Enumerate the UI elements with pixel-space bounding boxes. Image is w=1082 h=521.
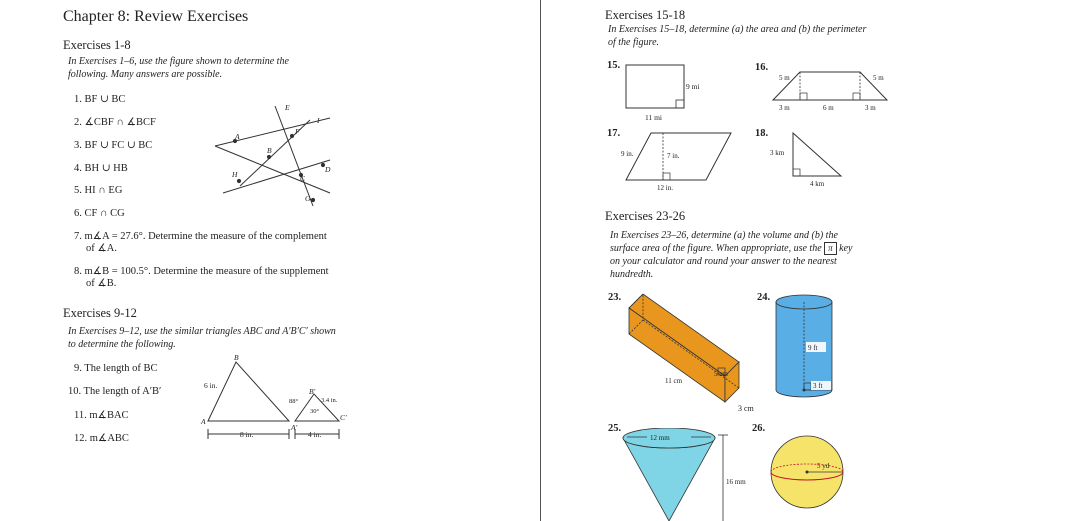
figure-23-prism — [621, 290, 761, 410]
exercise-5: 5. HI ∩ EG — [74, 185, 123, 196]
fig17-base: 12 in. — [657, 184, 673, 192]
fig16-b1: 3 m — [779, 104, 790, 112]
section-heading-1-8: Exercises 1-8 — [63, 38, 131, 52]
section-heading-15-18: Exercises 15-18 — [605, 8, 686, 22]
chapter-title: Chapter 8: Review Exercises — [63, 8, 249, 25]
similar-triangles-figure — [196, 350, 356, 445]
left-page — [0, 0, 538, 521]
tri-angle-88: 88° — [289, 398, 299, 405]
tri-side-left: 6 in. — [204, 381, 218, 390]
exercise-11: 11. m∡BAC — [74, 410, 129, 421]
label-h: H — [232, 170, 238, 179]
label-g: G — [305, 194, 311, 203]
page-divider — [540, 0, 541, 521]
pi-key: π — [824, 242, 837, 255]
exercise-6: 6. CF ∩ CG — [74, 208, 125, 219]
exercise-3: 3. BF ∪ FC ∪ BC — [74, 140, 153, 151]
figure-15-rectangle — [623, 60, 703, 122]
tri-label-a: A — [201, 417, 206, 426]
figure-15-number: 15. — [607, 60, 621, 71]
exercise-9: 9. The length of BC — [74, 363, 158, 374]
fig25-h: 16 mm — [726, 478, 746, 486]
fig18-height: 3 km — [770, 149, 785, 157]
figure-26-number: 26. — [752, 423, 766, 434]
figure-25-number: 25. — [608, 423, 622, 434]
exercise-8-line1: 8. m∡B = 100.5°. Determine the measure of the supplement — [74, 266, 329, 277]
figure-17-parallelogram — [621, 128, 741, 193]
exercise-8-line2: of ∡B. — [86, 278, 117, 289]
figure-25-height-marker — [715, 432, 765, 521]
figure-24-number: 24. — [757, 292, 771, 303]
tri-side-right: 3.4 in. — [321, 397, 338, 404]
tri-angle-30: 30° — [310, 408, 320, 415]
exercise-4: 4. BH ∪ HB — [74, 163, 128, 174]
figure-26-sphere — [769, 434, 849, 514]
figure-16-trapezoid — [765, 66, 893, 116]
instructions-23-26-line2: surface area of the figure. When appropriate, use the π key — [610, 243, 853, 254]
tri-label-b2: B′ — [309, 387, 316, 396]
tri-base2: 4 in. — [308, 430, 322, 439]
figure-18-triangle — [768, 128, 848, 190]
fig23-l2: 5 cm — [714, 370, 728, 378]
tri-base: 8 in. — [240, 430, 254, 439]
section-heading-9-12: Exercises 9-12 — [63, 306, 137, 320]
exercise-2: 2. ∡CBF ∩ ∡BCF — [74, 117, 156, 128]
instructions-23-26-line4: hundredth. — [610, 269, 654, 280]
label-d: D — [325, 165, 331, 174]
section-heading-23-26: Exercises 23-26 — [605, 209, 686, 223]
fig17-side: 9 in. — [621, 150, 634, 158]
label-a: A — [235, 132, 240, 141]
figure-16-number: 16. — [755, 62, 769, 73]
fig17-height: 7 in. — [667, 152, 680, 160]
label-i: I — [317, 116, 320, 125]
fig24-r: 3 ft — [813, 382, 823, 390]
section-instructions-1-8: In Exercises 1–6, use the figure shown to determine the following. Many answers are possible. — [68, 56, 289, 80]
section-instructions-15-18: In Exercises 15–18, determine (a) the area and (b) the perimeter of the figure. — [608, 24, 867, 48]
label-c: C — [300, 174, 306, 183]
fig15-base: 11 mi — [645, 113, 663, 122]
fig26-r: 5 yd — [817, 462, 830, 470]
fig15-side: 9 mi — [686, 82, 700, 91]
exercise-12: 12. m∡ABC — [74, 433, 129, 444]
figure-24-cylinder — [771, 290, 841, 408]
section-instructions-9-12: In Exercises 9–12, use the similar triangles ABC and A′B′C′ shown to determine the following. — [68, 326, 336, 350]
fig18-base: 4 km — [810, 180, 825, 188]
fig16-left: 5 m — [779, 74, 790, 82]
exercise-10: 10. The length of A′B′ — [68, 386, 162, 397]
fig23-l3: 3 cm — [738, 404, 754, 413]
label-e: E — [285, 103, 290, 112]
instructions-23-26-line1: In Exercises 23–26, determine (a) the volume and (b) the — [610, 230, 838, 241]
figure-23-number: 23. — [608, 292, 622, 303]
tri-label-b: B — [234, 353, 239, 362]
figure-17-number: 17. — [607, 128, 621, 139]
label-b: B — [267, 146, 272, 155]
figure-25-cone — [621, 428, 721, 521]
fig24-h: 9 ft — [808, 344, 818, 352]
tri-label-a2: A′ — [291, 423, 298, 432]
exercise-7-line2: of ∡A. — [86, 243, 117, 254]
lines-figure — [205, 98, 340, 210]
fig16-right: 5 m — [873, 74, 884, 82]
fig25-d: 12 mm — [650, 434, 670, 442]
figure-18-number: 18. — [755, 128, 769, 139]
right-page — [543, 0, 1082, 521]
exercise-7-line1: 7. m∡A = 27.6°. Determine the measure of the complement — [74, 231, 327, 242]
fig23-l1: 11 cm — [665, 377, 683, 385]
label-f: F — [295, 127, 300, 136]
exercise-1: 1. BF ∪ BC — [74, 94, 126, 105]
fig16-b3: 3 m — [865, 104, 876, 112]
fig16-b2: 6 m — [823, 104, 834, 112]
tri-label-c2: C′ — [340, 413, 347, 422]
instructions-23-26-line3: on your calculator and round your answer to the nearest — [610, 256, 837, 267]
